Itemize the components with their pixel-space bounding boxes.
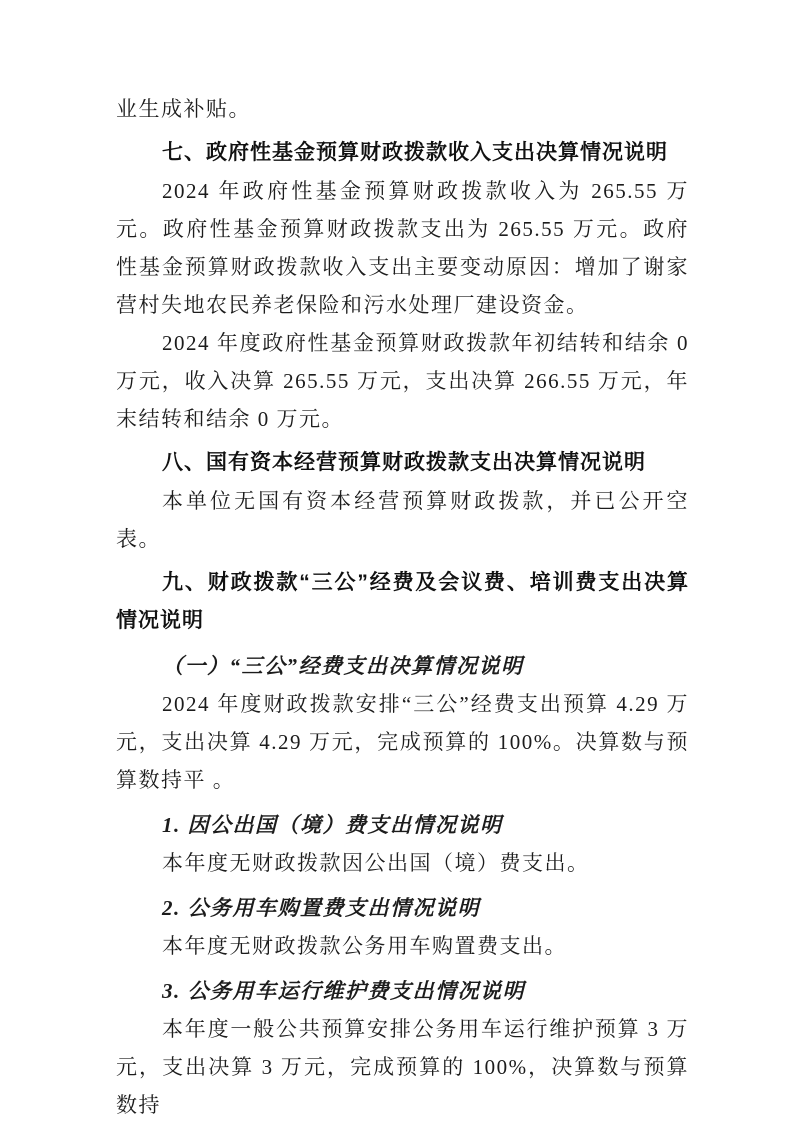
subsection-heading-abroad-fee: 1. 因公出国（境）费支出情况说明	[162, 813, 503, 837]
paragraph-gov-fund-carryover: 2024 年度政府性基金预算财政拨款年初结转和结余 0 万元，收入决算 265.55 万元，支出决算 266.55 万元，年末结转和结余 0 万元。	[116, 331, 689, 431]
section-heading-7: 七、政府性基金预算财政拨款收入支出决算情况说明	[162, 141, 668, 164]
section-heading-8: 八、国有资本经营预算财政拨款支出决算情况说明	[162, 451, 646, 474]
subsection-heading-vehicle-purchase: 2. 公务用车购置费支出情况说明	[162, 896, 480, 920]
paragraph-vehicle-maintenance: 本年度一般公共预算安排公务用车运行维护预算 3 万元，支出决算 3 万元，完成预算的 100%，决算数与预算数持	[116, 1017, 689, 1117]
paragraph-gov-fund-income: 2024 年政府性基金预算财政拨款收入为 265.55 万元。政府性基金预算财政拨款支出为 265.55 万元。政府性基金预算财政拨款收入支出主要变动原因：增加了谢家营村失地农民养老保险和污水处理厂建设资金。	[116, 179, 689, 317]
subsection-heading-vehicle-maintenance: 3. 公务用车运行维护费支出情况说明	[162, 979, 525, 1003]
paragraph-vehicle-purchase: 本年度无财政拨款公务用车购置费支出。	[162, 934, 567, 958]
section-heading-9: 九、财政拨款“三公”经费及会议费、培训费支出决算情况说明	[116, 571, 689, 632]
paragraph-abroad-fee: 本年度无财政拨款因公出国（境）费支出。	[162, 851, 590, 875]
paragraph-sangong-budget: 2024 年度财政拨款安排“三公”经费支出预算 4.29 万元，支出决算 4.29 万元，完成预算的 100%。决算数与预算数持平 。	[116, 692, 689, 792]
subsection-heading-sangong: （一）“三公”经费支出决算情况说明	[162, 654, 524, 678]
paragraph-state-capital: 本单位无国有资本经营预算财政拨款，并已公开空表。	[116, 489, 689, 551]
paragraph-continuation: 业生成补贴。	[116, 97, 251, 121]
